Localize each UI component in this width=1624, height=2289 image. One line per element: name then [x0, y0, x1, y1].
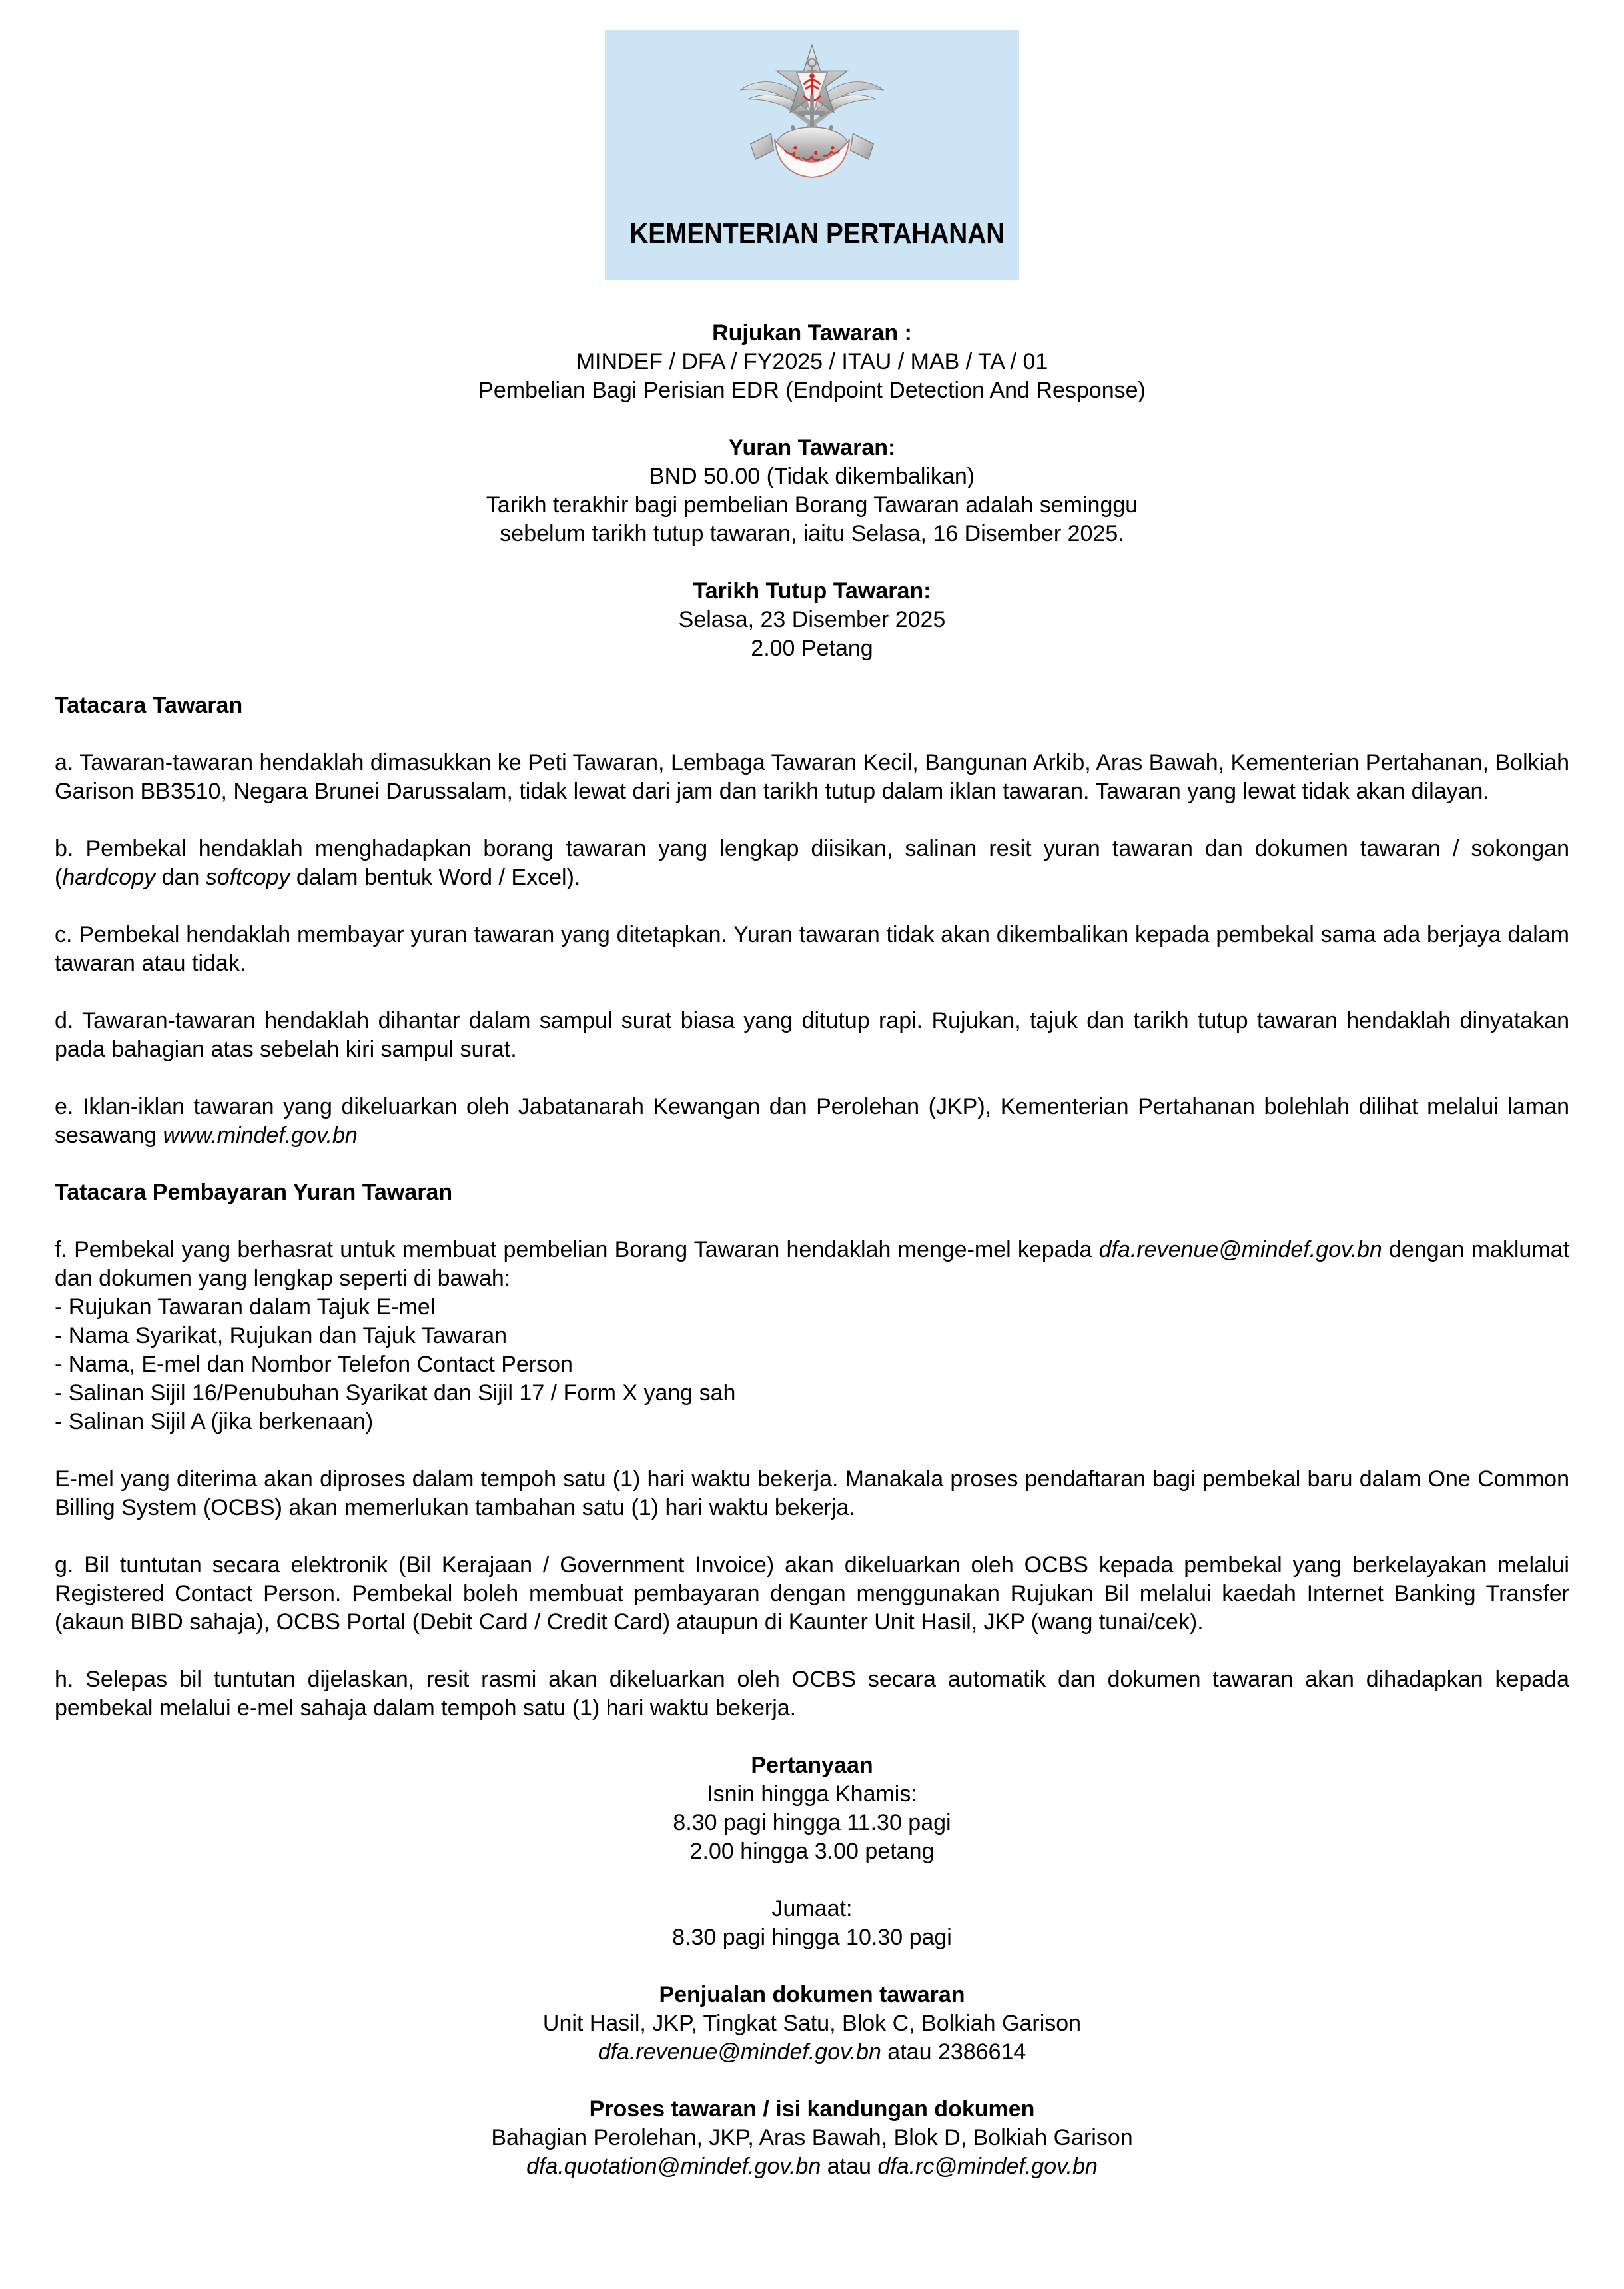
revenue-email-text: dfa.revenue@mindef.gov.bn	[1098, 1237, 1382, 1262]
sales-email-text: dfa.revenue@mindef.gov.bn	[598, 2039, 881, 2064]
procedure-b-italic-hardcopy: hardcopy	[62, 865, 156, 890]
fee-amount: BND 50.00 (Tidak dikembalikan)	[649, 464, 975, 489]
procedure-f: f. Pembekal yang berhasrat untuk membuat pembelian Borang Tawaran hendaklah menge-mel kepada dfa.revenue@mindef.gov.bn dengan maklumat dan dokumen yang lengkap seperti di bawah:	[55, 1237, 1569, 1291]
sales-address: Unit Hasil, JKP, Tingkat Satu, Blok C, Bolkiah Garison	[542, 2011, 1082, 2036]
process-heading: Proses tawaran / isi kandungan dokumen	[589, 2096, 1035, 2122]
weekday-hours-afternoon: 2.00 hingga 3.00 petang	[689, 1839, 935, 1864]
process-address: Bahagian Perolehan, JKP, Aras Bawah, Blok D, Bolkiah Garison	[491, 2125, 1133, 2150]
requirement-item: - Salinan Sijil A (jika berkenaan)	[55, 1409, 374, 1434]
closing-date-heading: Tarikh Tutup Tawaran:	[693, 578, 931, 604]
requirement-item: - Nama, E-mel dan Nombor Telefon Contact Person	[55, 1352, 573, 1377]
sales-contact	[55, 2038, 1569, 2066]
procedure-b-italic-softcopy: softcopy	[205, 865, 290, 890]
procedure-c: c. Pembekal hendaklah membayar yuran tawaran yang ditetapkan. Yuran tawaran tidak akan dikembalikan kepada pembekal sama ada berjaya dalam tawaran atau tidak.	[55, 922, 1569, 976]
tender-reference-heading: Rujukan Tawaran :	[712, 320, 912, 346]
procedure-b-text: b. Pembekal hendaklah menghadapkan borang tawaran yang lengkap diisikan, salinan resit yuran tawaran dan dokumen tawaran / sokongan (	[55, 836, 1569, 890]
enquiries-heading: Pertanyaan	[751, 1753, 873, 1778]
sales-heading: Penjualan dokumen tawaran	[659, 1982, 965, 2007]
friday-hours-label: Jumaat:	[771, 1896, 853, 1921]
procedures-heading: Tatacara Tawaran	[55, 693, 243, 718]
ministry-name: KEMENTERIAN PERTAHANAN	[629, 217, 1005, 250]
ministry-logo-box	[605, 30, 1019, 280]
procedure-e-text: e. Iklan-iklan tawaran yang dikeluarkan oleh Jabatanarah Kewangan dan Perolehan (JKP), Kementerian Pertahanan bolehlah dilihat melalui laman sesawang	[55, 1094, 1569, 1148]
weekday-hours-label: Isnin hingga Khamis:	[707, 1781, 917, 1807]
procedure-b: b. Pembekal hendaklah menghadapkan borang tawaran yang lengkap diisikan, salinan resit yuran tawaran dan dokumen tawaran / sokongan (hardcopy dan softcopy dalam bentuk Word / Excel).	[55, 836, 1569, 890]
procedure-h: h. Selepas bil tuntutan dijelaskan, resit rasmi akan dikeluarkan oleh OCBS secara automatik dan dokumen tawaran akan dihadapkan kepada pembekal melalui e-mel sahaja dalam tempoh satu (1) hari waktu bekerja.	[55, 1667, 1569, 1721]
tender-title: Pembelian Bagi Perisian EDR (Endpoint Detection And Response)	[478, 378, 1146, 403]
requirement-item: - Nama Syarikat, Rujukan dan Tajuk Tawaran	[55, 1323, 508, 1348]
process-contact: dfa.quotation@mindef.gov.bn atau dfa.rc@mindef.gov.bn	[526, 2154, 1098, 2179]
rc-email-text: dfa.rc@mindef.gov.bn	[877, 2154, 1098, 2179]
fee-note-line1: Tarikh terakhir bagi pembelian Borang Tawaran adalah seminggu	[486, 492, 1138, 518]
requirement-item: - Rujukan Tawaran dalam Tajuk E-mel	[55, 1294, 436, 1320]
mindef-website-text: www.mindef.gov.bn	[163, 1123, 358, 1148]
procedure-a: a. Tawaran-tawaran hendaklah dimasukkan ke Peti Tawaran, Lembaga Tawaran Kecil, Bangunan Arkib, Aras Bawah, Kementerian Pertahanan, Bolkiah Garison BB3510, Negara Brunei Darussalam, tidak lewat dari jam dan tarikh tutup dalam iklan tawaran. Tawaran yang lewat tidak akan dilayan.	[55, 750, 1569, 804]
sales-phone-text: atau 2386614	[881, 2039, 1026, 2064]
closing-date: Selasa, 23 Disember 2025	[678, 607, 946, 632]
procedure-e	[55, 1093, 1569, 1150]
processing-note: E-mel yang diterima akan diproses dalam tempoh satu (1) hari waktu bekerja. Manakala proses pendaftaran bagi pembekal baru dalam One Common Billing System (OCBS) akan memerlukan tambahan satu (1) hari waktu bekerja.	[55, 1466, 1569, 1520]
procedure-f-text: f. Pembekal yang berhasrat untuk membuat pembelian Borang Tawaran hendaklah menge-mel kepada	[55, 1237, 1099, 1262]
tender-reference-number: MINDEF / DFA / FY2025 / ITAU / MAB / TA / 01	[576, 349, 1048, 374]
requirement-item: - Salinan Sijil 16/Penubuhan Syarikat dan Sijil 17 / Form X yang sah	[55, 1380, 736, 1406]
fee-note-line2: sebelum tarikh tutup tawaran, iaitu Selasa, 16 Disember 2025.	[500, 521, 1124, 546]
reference-block	[55, 319, 1569, 663]
procedure-g: g. Bil tuntutan secara elektronik (Bil Kerajaan / Government Invoice) akan dikeluarkan oleh OCBS kepada pembekal yang berkelayakan melalui Registered Contact Person. Pembekal boleh membuat pembayaran dengan menggunakan Rujukan Bil melalui kaedah Internet Banking Transfer (akaun BIBD sahaja), OCBS Portal (Debit Card / Credit Card) ataupun di Kaunter Unit Hasil, JKP (wang tunai/cek).	[55, 1552, 1569, 1635]
fee-heading: Yuran Tawaran:	[728, 435, 896, 460]
quotation-email-text: dfa.quotation@mindef.gov.bn	[526, 2154, 821, 2179]
friday-hours: 8.30 pagi hingga 10.30 pagi	[672, 1925, 952, 1950]
enquiries-block	[55, 1751, 1569, 2181]
closing-time: 2.00 Petang	[751, 636, 873, 661]
payment-heading: Tatacara Pembayaran Yuran Tawaran	[55, 1180, 453, 1205]
weekday-hours-morning: 8.30 pagi hingga 11.30 pagi	[673, 1810, 951, 1835]
procedure-d: d. Tawaran-tawaran hendaklah dihantar dalam sampul surat biasa yang ditutup rapi. Rujukan, tajuk dan tarikh tutup tawaran hendaklah dinyatakan pada bahagian atas sebelah kiri sampul surat.	[55, 1008, 1569, 1062]
mindef-crest-icon	[729, 30, 895, 189]
